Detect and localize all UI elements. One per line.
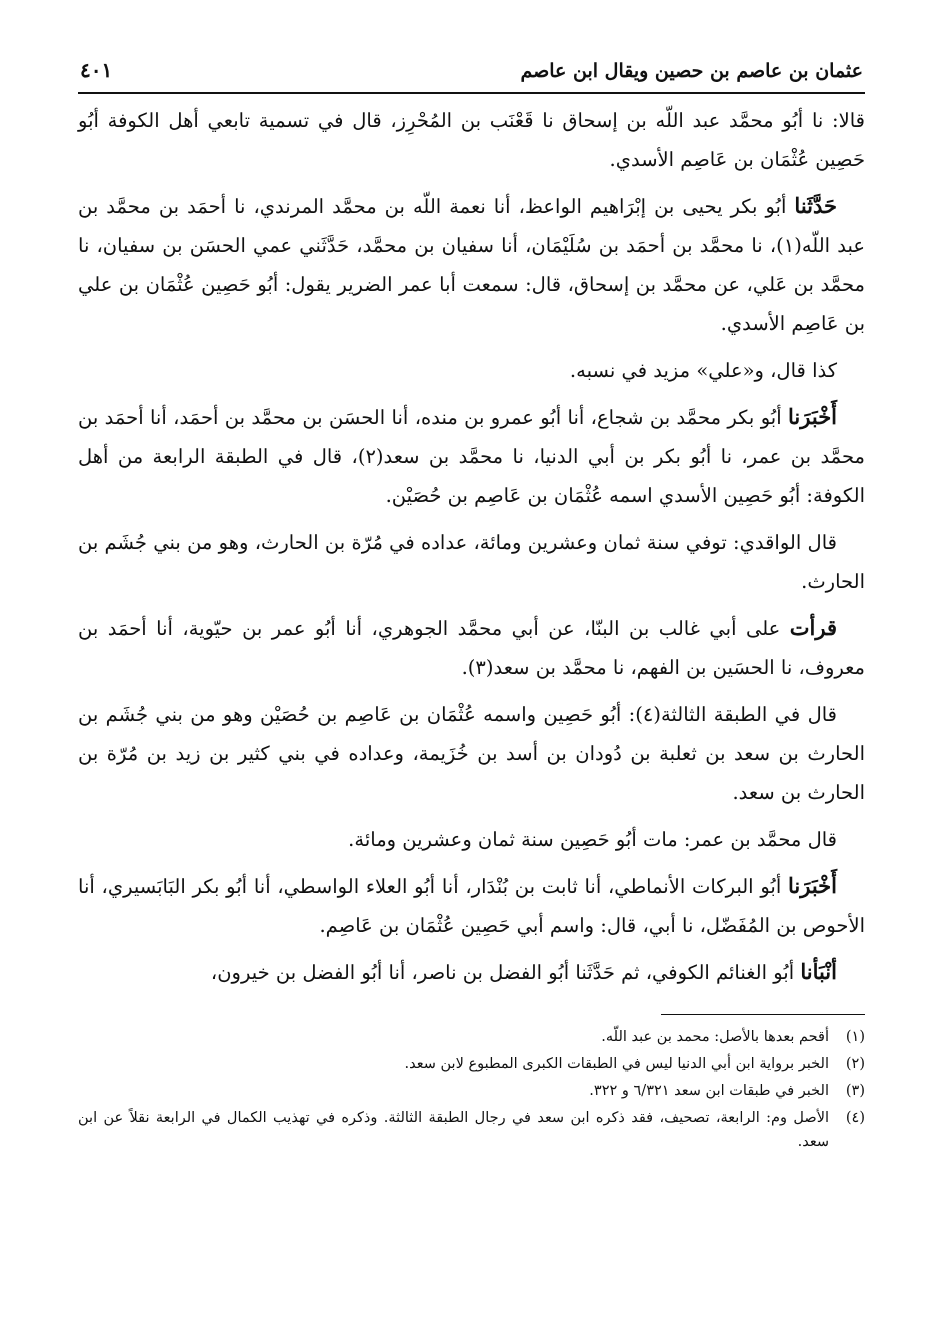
paragraph-text: قال في الطبقة الثالثة(٤): أبُو حَصِين واسمه عُثْمَان بن عَاصِم بن حُصَيْن وهو من بني جُشَم بن الحارث بن سعد بن ثعلبة بن دُودان بن أسد بن خُزَيمة، وعداده في بني كثير بن زيد بن مُرّة بن الحارث بن سعد. — [78, 703, 865, 804]
footnote — [78, 1052, 865, 1076]
paragraph — [78, 952, 865, 992]
paragraph-text: قال محمَّد بن عمر: مات أبُو حَصِين سنة ثمان وعشرين ومائة. — [348, 828, 837, 851]
footnote-number: (٢) — [845, 1056, 865, 1072]
paragraph — [78, 866, 865, 945]
paragraph-text: كذا قال، و«علي» مزيد في نسبه. — [569, 359, 837, 382]
paragraph-lead-word: حَدَّثَنا — [794, 193, 838, 218]
paragraph — [78, 522, 865, 601]
paragraph — [78, 694, 865, 812]
paragraph-lead-word: قرأت — [789, 615, 837, 640]
footnote-number: (١) — [845, 1029, 865, 1045]
footnote — [78, 1106, 865, 1154]
paragraph — [78, 186, 865, 343]
paragraph-text: قالا: نا أبُو محمَّد عبد اللّه بن إسحاق نا قَعْنَب بن المُحْرِز، قال في تسمية تابعي أهل الكوفة أبُو حَصِين عُثْمَان بن عَاصِم الأسدي. — [78, 109, 865, 171]
paragraph-lead-word: أنْبَأنا — [800, 959, 837, 984]
header-title: عثمان بن عاصم بن حصين ويقال ابن عاصم — [520, 60, 863, 82]
footnote-separator — [661, 1014, 865, 1015]
paragraph-lead-word: أَخْبَرَنا — [788, 873, 837, 898]
paragraph — [78, 350, 865, 390]
footnote-text: الخبر برواية ابن أبي الدنيا ليس في الطبقات الكبرى المطبوع لابن سعد. — [404, 1056, 829, 1072]
paragraph-text: أبُو بكر يحيى بن إبْرَاهيم الواعظ، أنا نعمة اللّه بن محمَّد المرندي، نا أحمَد بن محمَّد بن عبد اللّه(١)، نا محمَّد بن أحمَد بن سُلَيْمَان، أنا سفيان بن محمَّد، حَدَّثَني عمي الحسَن بن سفيان، نا محمَّد بن عَلي، عن محمَّد بن إسحاق، قال: سمعت أبا عمر الضرير يقول: أبُو حَصِين عُثْمَان بن علي بن عَاصِم الأسدي. — [78, 195, 865, 335]
main-text — [78, 100, 865, 992]
footnote-text: أقحم بعدها بالأصل: محمد بن عبد اللّه. — [601, 1029, 829, 1045]
running-header — [78, 58, 865, 94]
footnote — [78, 1079, 865, 1103]
footnote-number: (٣) — [845, 1083, 865, 1099]
paragraph — [78, 100, 865, 179]
footnote-text: الأصل وم: الرابعة، تصحيف، فقد ذكره ابن سعد في رجال الطبقة الثالثة. وذكره في تهذيب الكمال في الرابعة نقلاً عن ابن سعد. — [78, 1110, 829, 1150]
footnote-number: (٤) — [845, 1110, 865, 1126]
paragraph — [78, 397, 865, 515]
paragraph — [78, 819, 865, 859]
paragraph-text: على أبي غالب بن البنّا، عن أبي محمَّد الجوهري، أنا أبُو عمر بن حيّوية، أنا أحمَد بن معروف، نا الحسَين بن الفهم، نا محمَّد بن سعد(٣). — [78, 617, 865, 679]
footnote — [78, 1025, 865, 1049]
page-number: ٤٠١ — [80, 58, 113, 82]
footnote-text: الخبر في طبقات ابن سعد ٦/٣٢١ و ٣٢٢. — [589, 1083, 829, 1099]
paragraph-text: أبُو بكر محمَّد بن شجاع، أنا أبُو عمرو بن منده، أنا الحسَن بن محمَّد بن أحمَد، أنا أحمَد بن محمَّد بن عمر، نا أبُو بكر بن أبي الدنيا، نا محمَّد بن سعد(٢)، قال في الطبقة الرابعة من أهل الكوفة: أبُو حَصِين الأسدي اسمه عُثْمَان بن عَاصِم بن حُصَيْن. — [78, 406, 865, 507]
paragraph — [78, 608, 865, 687]
paragraph-text: أبُو الغنائم الكوفي، ثم حَدَّثَنا أبُو الفضل بن ناصر، أنا أبُو الفضل بن خيرون، — [210, 961, 795, 984]
footnotes — [78, 1025, 865, 1154]
paragraph-lead-word: أَخْبَرَنا — [788, 404, 838, 429]
paragraph-text: أبُو البركات الأنماطي، أنا ثابت بن بُنْدَار، أنا أبُو العلاء الواسطي، أنا أبُو بكر البَابَسيري، أنا الأحوص بن المُفَضّل، نا أبي، قال: واسم أبي حَصِين عُثْمَان بن عَاصِم. — [78, 875, 865, 937]
paragraph-text: قال الواقدي: توفي سنة ثمان وعشرين ومائة، عداده في مُرّة بن الحارث، وهو من بني جُشَم بن الحارث. — [78, 531, 865, 593]
